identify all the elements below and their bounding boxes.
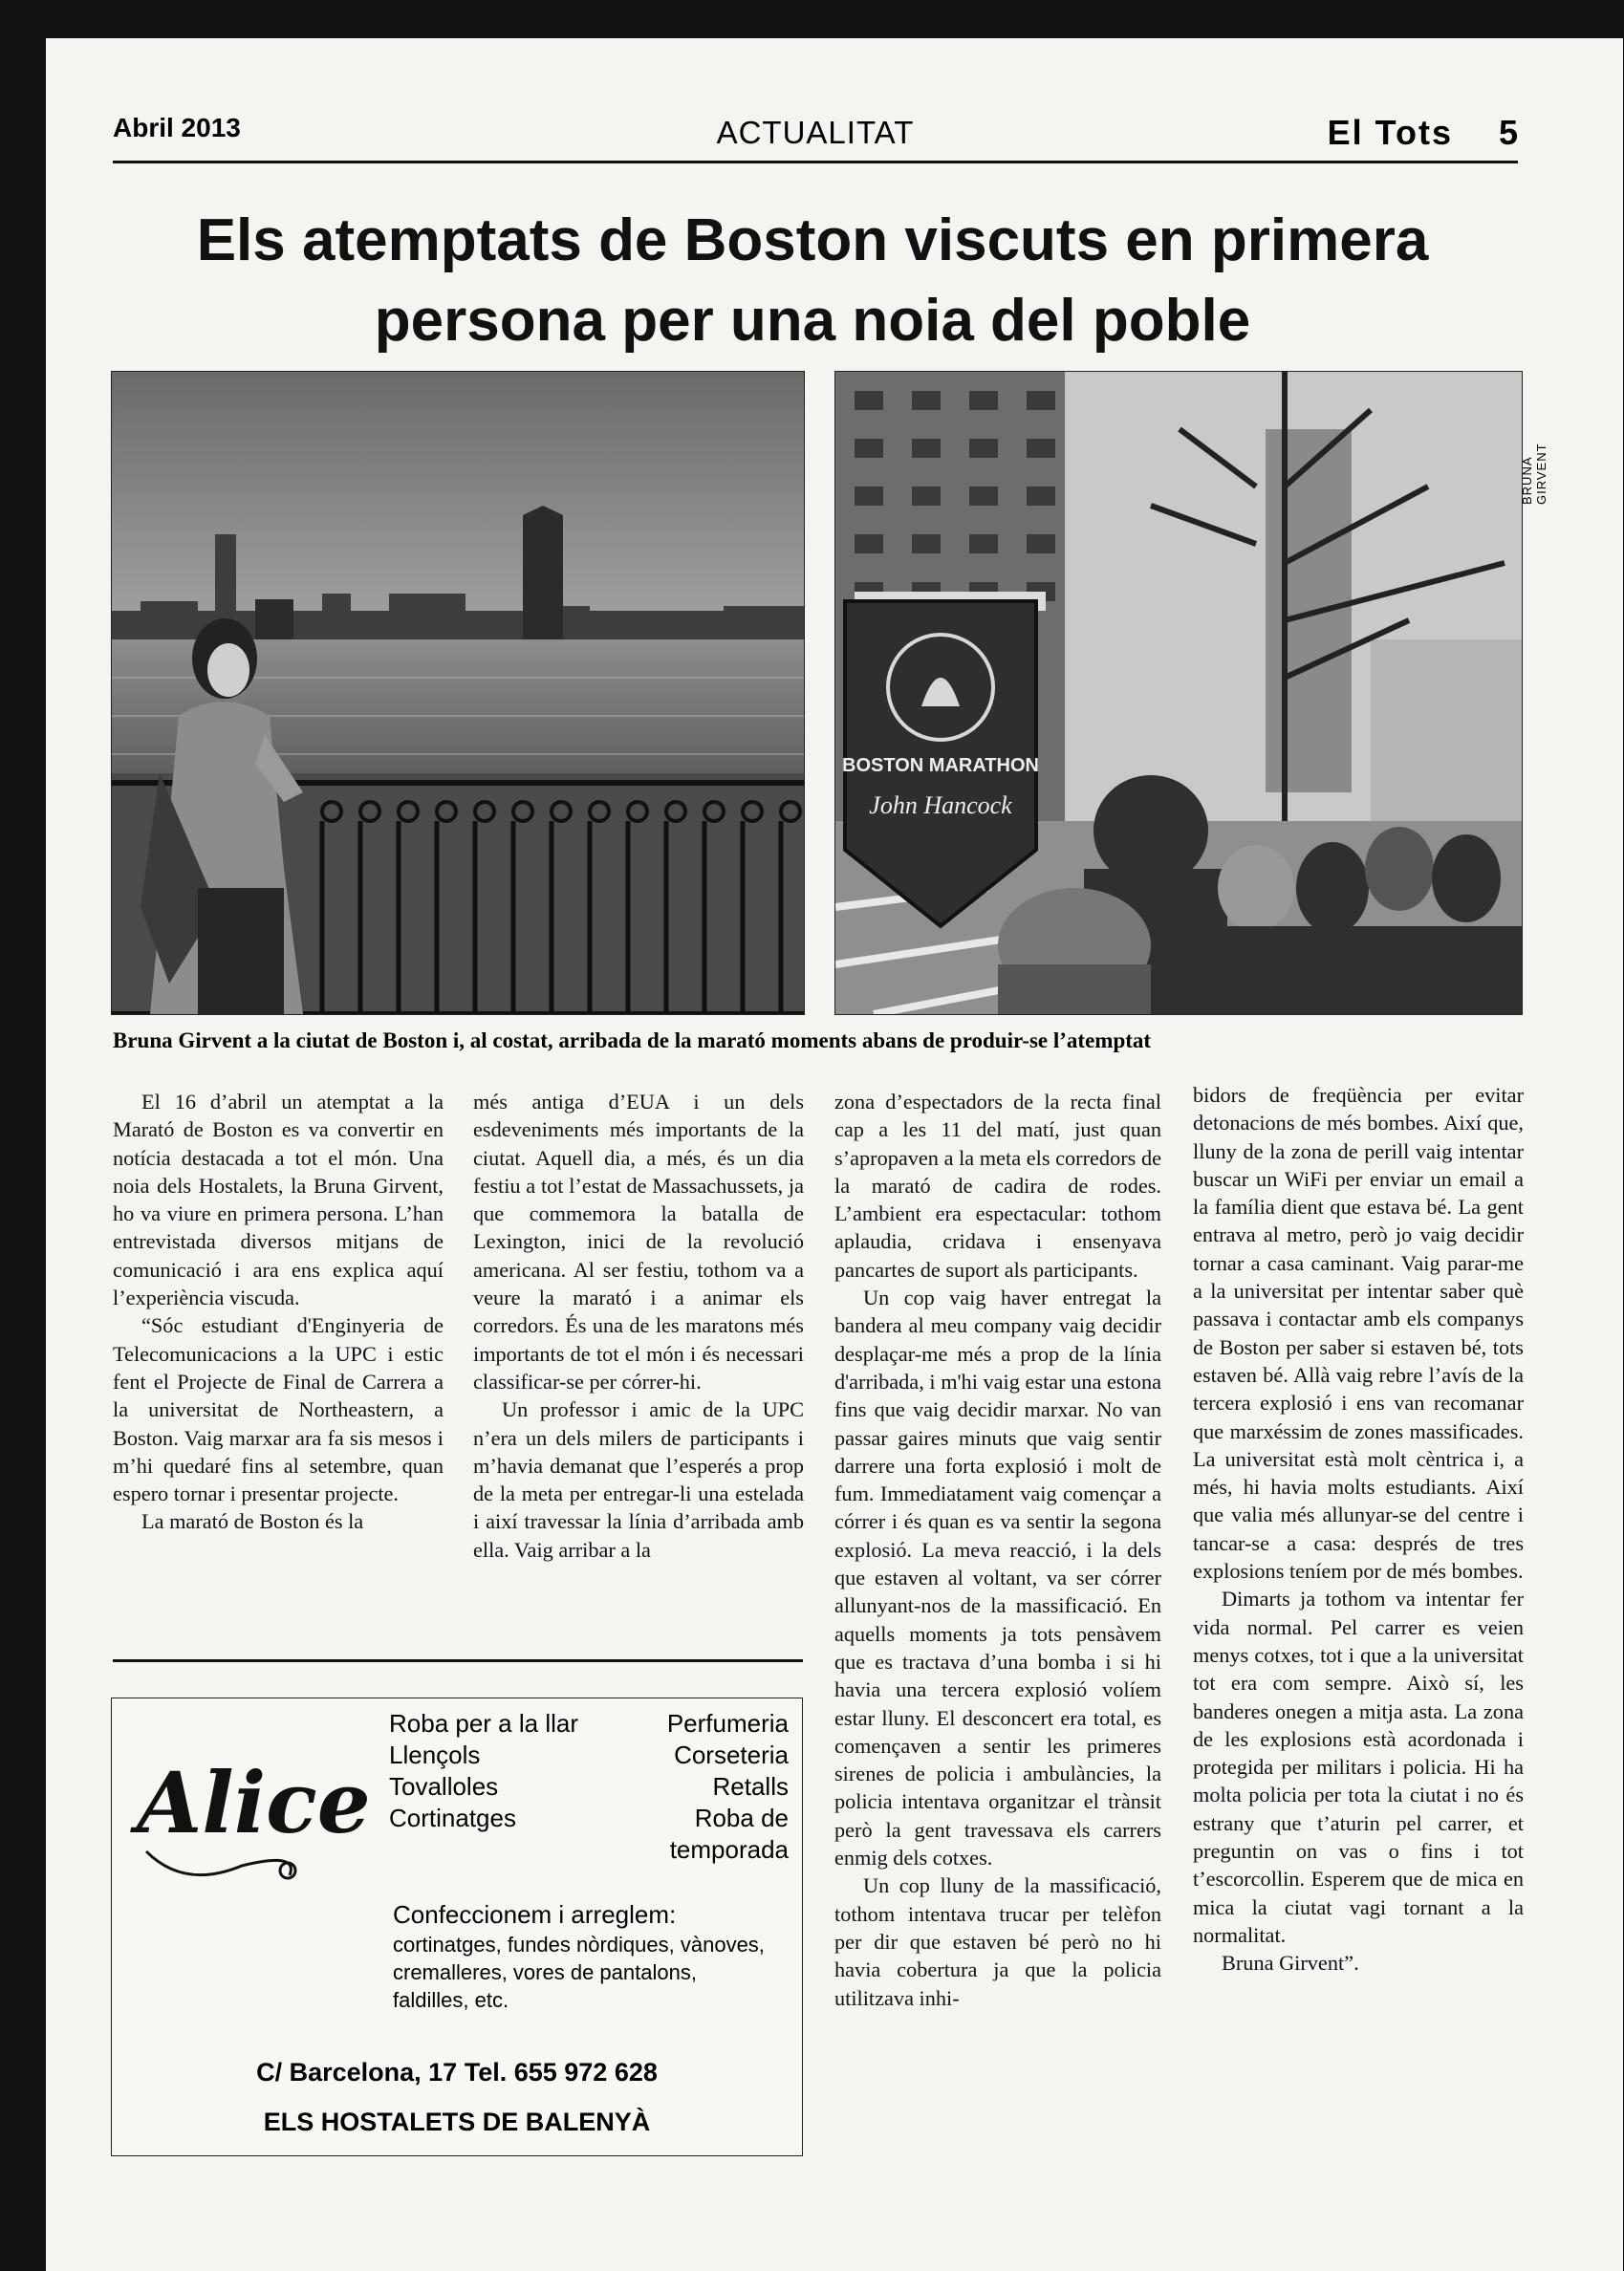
headline-line-2: persona per una noia del poble [374, 288, 1251, 354]
ad-products-right [667, 1708, 789, 1866]
paragraph: Dimarts ja tothom va intentar fer vida normal. Pel carrer es veien menys cotxes, tot i que a la universitat tot era com sempre. Això sí, les banderes onegen a mitja asta. La zona de les explosions està acordonada i protegida per militars i policia. Hi ha molta policia per tota la ciutat i no és estrany que t’aturin pel carrer, et preguntin on vas o fins i tot t’escorcollin. Esperem que de mica en mica la ciutat vagi tornant a la normalitat. [1193, 1587, 1524, 1947]
paragraph: Un professor i amic de la UPC n’era un dels milers de participants i m’havia demanat que l’esperés a prop de la meta per entregar-li una estelada i així travessar la línia d’arribada amb ella. Vaig arribar a la [473, 1397, 804, 1562]
paragraph: zona d’espectadors de la recta final cap a les 11 del matí, just quan s’apropaven a la meta els corredors de la marató de cadira de rodes. L’ambient era espectacular: tothom aplaudia, cridava i ensenyava pancartes de suport als participants. [834, 1090, 1161, 1282]
paragraph: Un cop vaig haver entregat la bandera al meu company vaig decidir desplaçar-me més a prop de la línia d'arribada, i m'hi vaig estar una estona fins que vaig decidir marxar. No van passar gaires minuts que vaig sentir darrere una forta explosió i molt de fum. Immediatament vaig començar a córrer i és quan es va sentir la segona explosió. La meva reacció, i la dels que estaven al voltant, va ser córrer allunyant-nos de la massificació. En aquells moments ja tots pensàvem que es tractava d’una bomba i si hi havia una tercera explosió volíem estar lluny. El desconcert era total, es començaven a sentir les primeres sirenes de policia i ambulàncies, la policia intentava organitzar el trànsit però la gent travessava els carrers enmig dels cotxes. [834, 1286, 1161, 1871]
ad-item: Tovalloles [389, 1772, 499, 1801]
publication-name: El Tots [1327, 113, 1453, 152]
ad-divider [113, 1659, 803, 1662]
photo-caption: Bruna Girvent a la ciutat de Boston i, al costat, arribada de la marató moments abans de produir-se l’atemptat [113, 1028, 1152, 1052]
article-column-1 [113, 1088, 444, 1633]
ad-item: Retalls [712, 1772, 789, 1801]
ad-item: temporada [669, 1835, 789, 1864]
banner-sponsor: John Hancock [869, 791, 1012, 819]
ad-address: C/ Barcelona, 17 Tel. 655 972 628 [256, 2058, 658, 2087]
ad-services-title: Confeccionem i arreglem: [393, 1900, 677, 1929]
ad-town: ELS HOSTALETS DE BALENYÀ [263, 2108, 651, 2136]
masthead [113, 113, 1518, 163]
ad-products-left [389, 1708, 578, 1834]
ad-services [393, 1901, 775, 2014]
page-number: 5 [1498, 113, 1518, 152]
article-column-3 [834, 1088, 1161, 2168]
ad-item: Corseteria [674, 1741, 789, 1769]
author-signature: Bruna Girvent”. [1222, 1951, 1359, 1976]
section-name: ACTUALITAT [716, 115, 915, 150]
logo-text: Alice [137, 1753, 371, 1852]
paragraph: més antiga d’EUA i un dels esdeveniments més importants de la ciutat. Aquell dia, a més, és un dia festiu a tot l’estat de Massachussets, ja que commemora la batalla de Lexington, inici de la revolució americana. Al ser festiu, tothom va a veure la marató i a animar els corredors. És una de les maratons més importants de tot el món i és necessari classificar-se per córrer-hi. [473, 1090, 804, 1394]
marathon-image [835, 372, 1522, 1014]
ad-item: Roba per a la llar [389, 1709, 578, 1738]
photo-marathon-finish [834, 371, 1523, 1015]
article-headline [96, 201, 1529, 361]
paragraph: El 16 d’abril un atemptat a la Marató de Boston es va convertir en notícia destacada a tot el món. Una noia dels Hostalets, la Bruna Girvent, ho va viure en primera persona. L’han entrevistada diversos mitjans de comunicació i ara ens explica aquí l’experiència viscuda. [113, 1090, 444, 1310]
ad-item: Cortinatges [389, 1804, 516, 1832]
banner-title: BOSTON MARATHON [842, 755, 1039, 776]
photo-credit: BRUNA GIRVENT [1520, 443, 1548, 505]
photo-boston-skyline [111, 371, 805, 1015]
paragraph: La marató de Boston és la [141, 1509, 364, 1534]
paragraph: bidors de freqüència per evitar detonacions de més bombes. Així que, lluny de la zona de perill vaig intentar buscar un WiFi per enviar un email a la família dient que estava bé. La gent entrava al metro, però jo vaig decidir tornar a casa caminant. Vaig parar-me a la universitat per intentar saber què passava i contactar amb els companys de Boston per saber si estaven bé, tots estaven bé. Allà vaig rebre l’avís de la tercera explosió i ens van recomanar que marxéssim de zones massificades. La universitat està molt cèntrica i, a més, hi havia molts estudiants. Així que valia més allunyar-se del centre i tancar-se a casa: després de tres explosions teníem por de més bombes. [1193, 1083, 1524, 1584]
paragraph: “Sóc estudiant d'Enginyeria de Telecomunicacions a la UPC i estic fent el Projecte de Final de Carrera a la universitat de Northeastern, a Boston. Vaig marxar ara fa sis mesos i m’hi quedaré fins al setembre, quan espero tornar i presentar projecte. [113, 1313, 444, 1506]
advertisement-alice [111, 1698, 803, 2156]
ad-item: Perfumeria [666, 1709, 789, 1738]
skyline-image [112, 372, 804, 1014]
headline-line-1: Els atemptats de Boston viscuts en primera [196, 207, 1429, 273]
ad-services-text: cortinatges, fundes nòrdiques, vànoves, cremalleres, vores de pantalons, faldilles, etc. [393, 1933, 765, 2012]
article-column-2 [473, 1088, 804, 1633]
article-column-4 [1193, 1081, 1524, 2161]
paragraph: Un cop lluny de la massificació, tothom intentava trucar per telèfon per dir que estaven bé però no hi havia cobertura ja que la policia utilitzava inhi- [834, 1873, 1161, 2010]
masthead-right [1328, 113, 1518, 153]
issue-date: Abril 2013 [113, 113, 241, 142]
ad-item: Roba de [694, 1804, 789, 1832]
ad-item: Llençols [389, 1741, 481, 1769]
